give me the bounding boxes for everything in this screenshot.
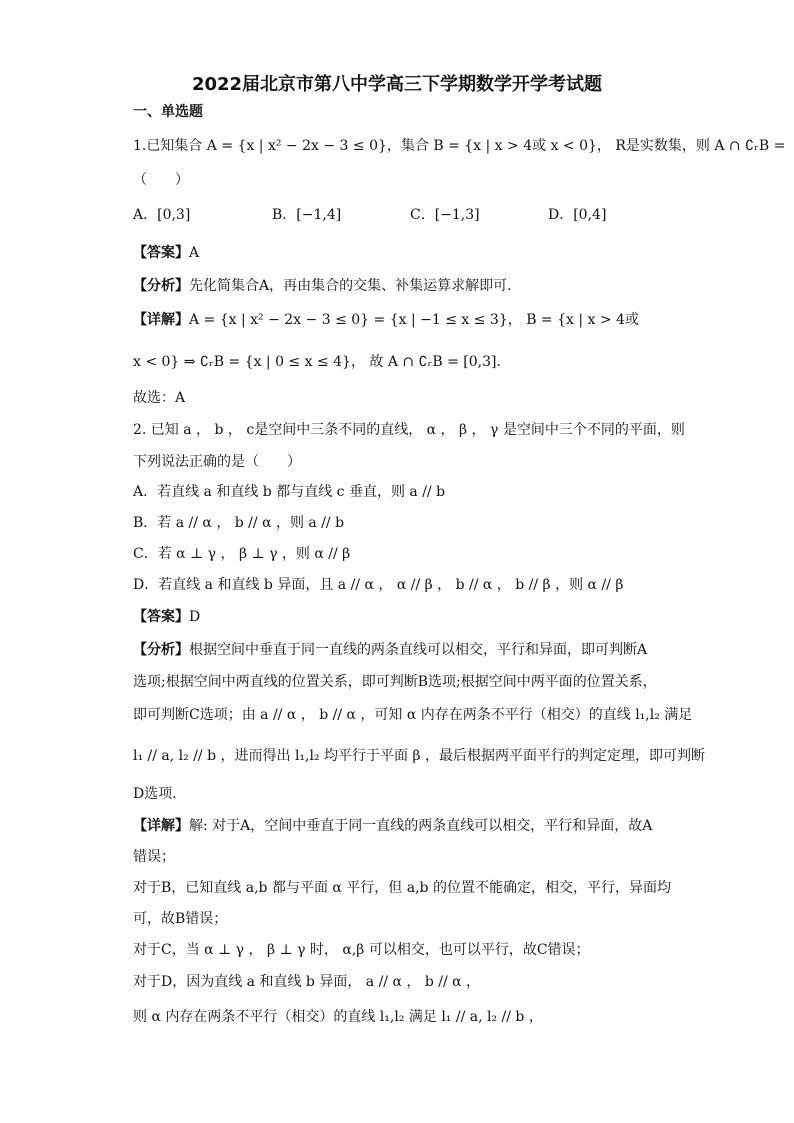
analysis-tag: 【分析】	[133, 278, 189, 294]
q2-detail-line6: 对于D，因为直线 a 和直线 b 异面， a // α ， b // α ，	[133, 974, 481, 990]
q1-option-b: B．[−1,4]	[272, 207, 342, 223]
analysis-tag: 【分析】	[133, 642, 189, 658]
q2-detail-line3: 对于B，已知直线 a,b 都与平面 α 平行，但 a,b 的位置不能确定，相交，平行，异面均	[133, 880, 671, 896]
q2-option-d: D．若直线 a 和直线 b 异面，且 a // α ， α // β ， b // α ， b // β ，则 α // β	[133, 577, 624, 593]
answer-tag: 【答案】	[133, 245, 189, 261]
page-title: 2022届北京市第八中学高三下学期数学开学考试题	[191, 74, 603, 95]
q2-analysis-line1	[133, 640, 647, 660]
detail-tag: 【详解】	[133, 312, 189, 328]
q1-detail-1: A = {x | x² − 2x − 3 ≤ 0} = {x | −1 ≤ x ≤ 3}， B = {x | x > 4或	[189, 312, 639, 328]
q2-detail-line2: 错误；	[133, 849, 175, 865]
q1-analysis-line	[133, 276, 512, 296]
q1-answer-line	[133, 243, 199, 263]
section-heading: 一、单选题	[133, 104, 203, 120]
q1-choose: 故选：A	[133, 390, 186, 406]
detail-tag: 【详解】	[133, 818, 189, 834]
q2-answer: D	[189, 609, 201, 625]
q2-stem-line2: 下列说法正确的是（ ）	[133, 454, 301, 470]
q2-analysis-line5: D选项.	[133, 786, 177, 802]
q2-detail-line5: 对于C，当 α ⊥ γ ， β ⊥ γ 时， α,β 可以相交，也可以平行，故C错误；	[133, 942, 590, 958]
q1-detail-line2: x < 0} ⇒ ∁ᵣB = {x | 0 ≤ x ≤ 4}， 故 A ∩ ∁ᵣB = [0,3].	[133, 354, 501, 370]
q1-option-c: C．[−1,3]	[410, 207, 480, 223]
q2-analysis-line3: 即可判断C选项；由 a // α ， b // α ，可知 α 内存在两条不平行（相交）的直线 l₁,l₂ 满足	[133, 707, 693, 723]
q2-option-c: C．若 α ⊥ γ ， β ⊥ γ ，则 α // β	[133, 546, 351, 562]
q2-detail-line1	[133, 816, 652, 836]
q1-stem-line2: （ ）	[133, 172, 189, 188]
q1-option-a: A．[0,3]	[133, 207, 191, 223]
q2-detail-1: 解: 对于A，空间中垂直于同一直线的两条直线可以相交，平行和异面，故A	[189, 818, 653, 834]
answer-tag: 【答案】	[133, 609, 189, 625]
q1-option-d: D．[0,4]	[548, 207, 607, 223]
q2-stem-line1: 2. 已知 a ， b ， c是空间中三条不同的直线， α ， β ， γ 是空间中三个不同的平面，则	[133, 422, 685, 438]
q2-option-a: A．若直线 a 和直线 b 都与直线 c 垂直，则 a // b	[133, 484, 446, 500]
q2-option-b: B．若 a // α ， b // α ，则 a // b	[133, 515, 345, 531]
q2-detail-line4: 可，故B错误；	[133, 911, 228, 927]
q2-analysis-line2: 选项;根据空间中两直线的位置关系，即可判断B选项;根据空间中两平面的位置关系，	[133, 674, 657, 690]
q1-answer: A	[189, 245, 200, 261]
q1-detail-line1	[133, 310, 639, 330]
q2-detail-line7: 则 α 内存在两条不平行（相交）的直线 l₁,l₂ 满足 l₁ // a, l₂ // b ，	[133, 1009, 543, 1025]
q2-answer-line	[133, 607, 200, 627]
q1-analysis: 先化简集合A，再由集合的交集、补集运算求解即可.	[189, 278, 512, 294]
q1-stem-line1: 1.已知集合 A = {x | x² − 2x − 3 ≤ 0}，集合 B = {x | x > 4或 x < 0}， R是实数集，则 A ∩ ∁ᵣB =	[133, 138, 786, 154]
q2-analysis-1: 根据空间中垂直于同一直线的两条直线可以相交，平行和异面，即可判断A	[189, 642, 648, 658]
q2-analysis-line4: l₁ // a, l₂ // b ，进而得出 l₁,l₂ 均平行于平面 β ，最后根据两平面平行的判定定理，即可判断	[133, 748, 706, 764]
